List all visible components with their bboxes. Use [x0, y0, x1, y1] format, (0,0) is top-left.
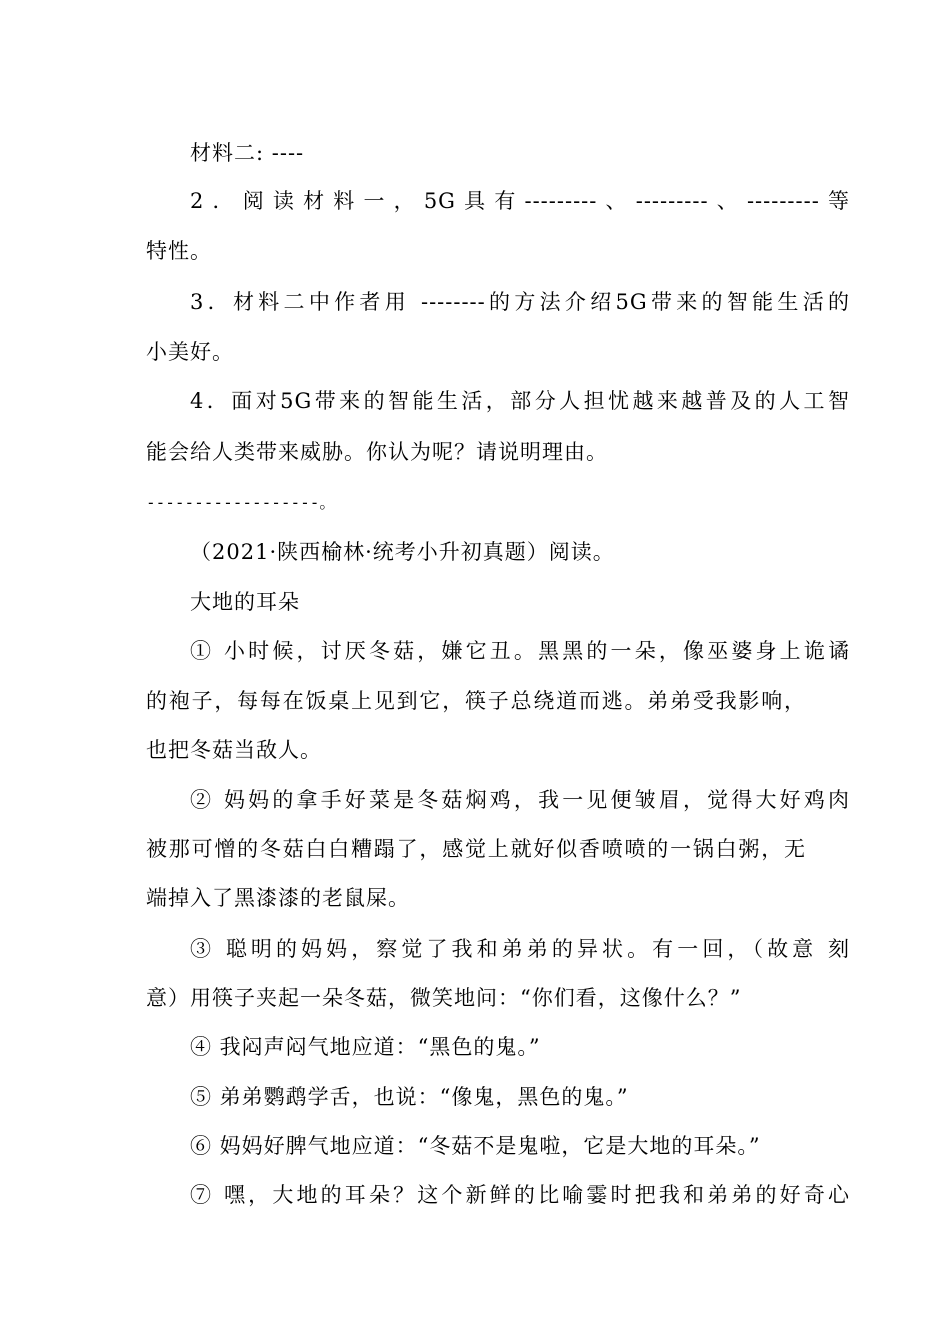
exam-source-heading: （2021·陕西榆林·统考小升初真题）阅读。: [190, 540, 615, 564]
paragraph-2-line-2: 被那可憎的冬菇白白糟蹋了，感觉上就好似香喷喷的一锅白粥，无: [146, 837, 806, 861]
paragraph-1-line-1: ① 小时候，讨厌冬菇，嫌它丑。黑黑的一朵，像巫婆身上诡谲: [190, 639, 850, 663]
question-3-line-1: 3．材料二中作者用 --------的方法介绍5G带来的智能生活的: [190, 290, 850, 314]
question-3-line-2: 小美好。: [146, 340, 234, 364]
paragraph-2-line-1: ② 妈妈的拿手好菜是冬菇焖鸡，我一见便皱眉，觉得大好鸡肉: [190, 788, 850, 812]
question-2-line-2: 特性。: [146, 239, 212, 263]
question-2-line-1: 2．阅读材料一，5G具有---------、---------、---------等: [190, 189, 850, 213]
paragraph-3-line-2: 意）用筷子夹起一朵冬菇，微笑地问：“你们看，这像什么？”: [146, 986, 742, 1010]
question-4-line-2: 能会给人类带来威胁。你认为呢？请说明理由。: [146, 440, 608, 464]
paragraph-1-line-3: 也把冬菇当敌人。: [146, 738, 322, 762]
question-4-line-1: 4．面对5G带来的智能生活，部分人担忧越来越普及的人工智: [190, 389, 850, 413]
paragraph-5: ⑤ 弟弟鹦鹉学舌，也说：“像鬼，黑色的鬼。”: [190, 1085, 629, 1109]
paragraph-1-line-2: 的袍子，每每在饭桌上见到它，筷子总绕道而逃。弟弟受我影响，: [146, 689, 806, 713]
article-title: 大地的耳朵: [190, 590, 300, 614]
paragraph-3-line-1: ③ 聪明的妈妈，察觉了我和弟弟的异状。有一回，（故意 刻: [190, 937, 850, 961]
paragraph-7-line-1: ⑦ 嘿，大地的耳朵？这个新鲜的比喻霎时把我和弟弟的好奇心: [190, 1183, 850, 1207]
paragraph-4: ④ 我闷声闷气地应道：“黑色的鬼。”: [190, 1035, 541, 1059]
paragraph-2-line-3: 端掉入了黑漆漆的老鼠屎。: [146, 886, 410, 910]
answer-blank-line: ------------------。: [146, 493, 336, 512]
material-two-label: 材料二: ----: [190, 141, 305, 165]
paragraph-6: ⑥ 妈妈好脾气地应道：“冬菇不是鬼啦，它是大地的耳朵。”: [190, 1134, 761, 1158]
